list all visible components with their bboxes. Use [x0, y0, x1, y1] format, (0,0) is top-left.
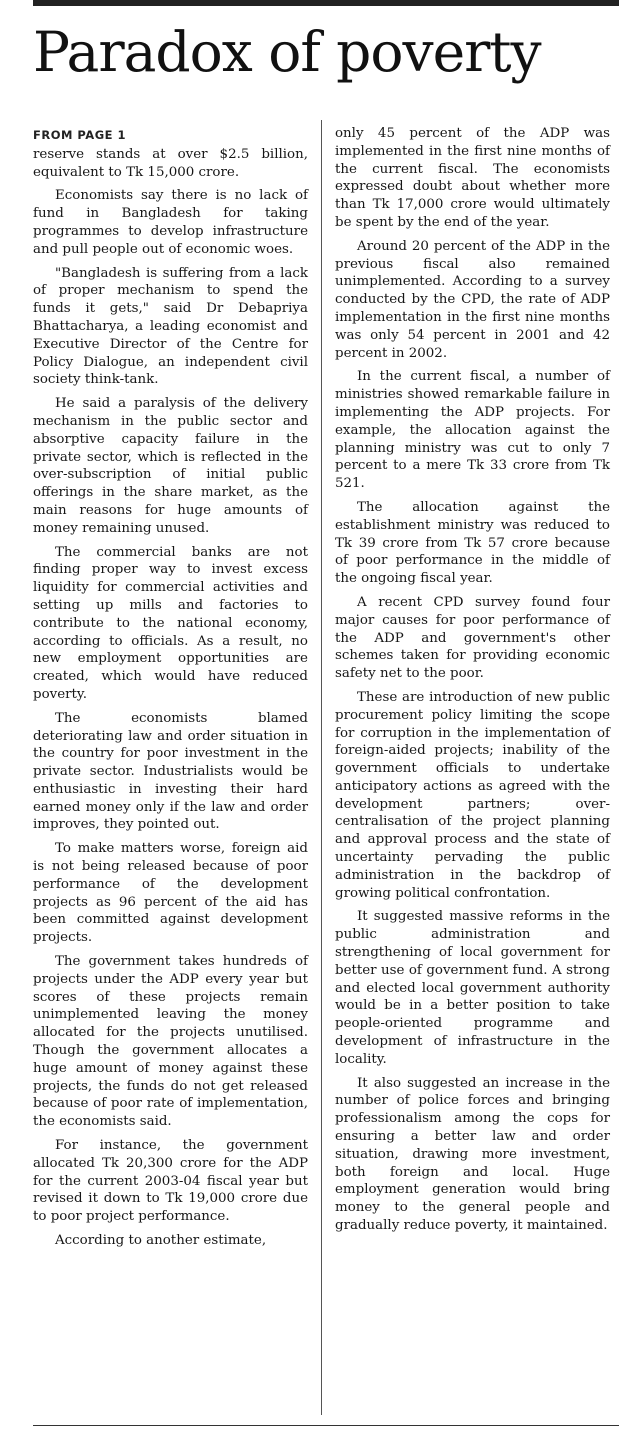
paragraph: He said a paralysis of the delivery mechanism in the public sector and absorptive capacity failure in the private sector, which is reflected in the over-subscription of initial public offerings in the share market, as the main reasons for huge amounts of money remaining unused. [33, 396, 308, 536]
paragraph: The economists blamed deteriorating law and order situation in the country for poor investment in the private sector. Industrialists would be enthusiastic in investing their hard earned money only if the law and order improves, they pointed out. [33, 710, 308, 833]
paragraph: In the current fiscal, a number of ministries showed remarkable failure in implementing the ADP projects. For example, the allocation against the planning ministry was cut to only 7 percent to a mere Tk 33 crore from Tk 521. [335, 369, 610, 492]
paragraph: For instance, the government allocated Tk 20,300 crore for the ADP for the current 2003-04 fiscal year but revised it down to Tk 19,000 crore due to poor project performance. [33, 1138, 308, 1225]
top-rule [33, 0, 619, 6]
paragraph: The commercial banks are not finding proper way to invest excess liquidity for commercial activities and setting up mills and factories to contribute to the national economy, according to officials. As a result, no new employment opportunities are created, which would have reduced poverty. [33, 544, 308, 702]
paragraph: These are introduction of new public procurement policy limiting the scope for corruption in the implementation of foreign-aided projects; inability of the government officials to undertake anticipatory actions as agreed with the development partners; over-centralisation of the project planning and approval process and the state of uncertainty pervading the public administration in the backdrop of growing political confrontation. [335, 689, 610, 901]
paragraph: The allocation against the establishment ministry was reduced to Tk 39 crore from Tk 57 crore because of poor performance in the middle of the ongoing fiscal year. [335, 499, 610, 587]
paragraph: reserve stands at over $2.5 billion, equivalent to Tk 15,000 crore. [33, 146, 308, 180]
paragraph: According to another estimate, [55, 1233, 267, 1249]
paragraph: Economists say there is no lack of fund in Bangladesh for taking programmes to develop infrastructure and pull people out of economic woes. [33, 188, 308, 257]
kicker: FROM PAGE 1 [33, 128, 127, 142]
right-column [335, 125, 610, 1241]
bottom-rule [33, 1425, 619, 1426]
paragraph: To make matters worse, foreign aid is not being released because of poor performance of the development projects as 96 percent of the aid has been committed against development projects. [33, 841, 308, 946]
paragraph: only 45 percent of the ADP was implemented in the first nine months of the current fiscal. The economists expressed doubt about whether more than Tk 17,000 crore would ultimately be spent by the end of the year. [335, 126, 610, 230]
paragraph: "Bangladesh is suffering from a lack of proper mechanism to spend the funds it gets," said Dr Debapriya Bhattacharya, a leading economist and Executive Director of the Centre for Policy Dialogue, an independent civil society think-tank. [33, 265, 308, 388]
paragraph: It suggested massive reforms in the public administration and strengthening of local government for better use of government fund. A strong and elected local government authority would be in a better position to take people-oriented programme and development of infrastructure in the locality. [335, 909, 610, 1067]
paragraph: Around 20 percent of the ADP in the previous fiscal also remained unimplemented. According to a survey conducted by the CPD, the rate of ADP implementation in the first nine months was only 54 percent in 2001 and 42 percent in 2002. [335, 238, 610, 361]
headline: Paradox of poverty [33, 20, 541, 84]
paragraph: A recent CPD survey found four major causes for poor performance of the ADP and government's other schemes taken for providing economic safety net to the poor. [335, 594, 610, 682]
column-divider [321, 120, 322, 1415]
paragraph: It also suggested an increase in the number of police forces and bringing professionalism among the cops for ensuring a better law and order situation, drawing more investment, both foreign and local. Huge employment generation would bring money to the general people and gradually reduce poverty, it maintained. [335, 1075, 610, 1234]
paragraph: The government takes hundreds of projects under the ADP every year but scores of these projects remain unimplemented leaving the money allocated for the projects unutilised. Though the government allocates a huge amount of money against these projects, the funds do not get released because of poor rate of implementation, the economists said. [33, 954, 308, 1130]
left-column [33, 125, 308, 1256]
